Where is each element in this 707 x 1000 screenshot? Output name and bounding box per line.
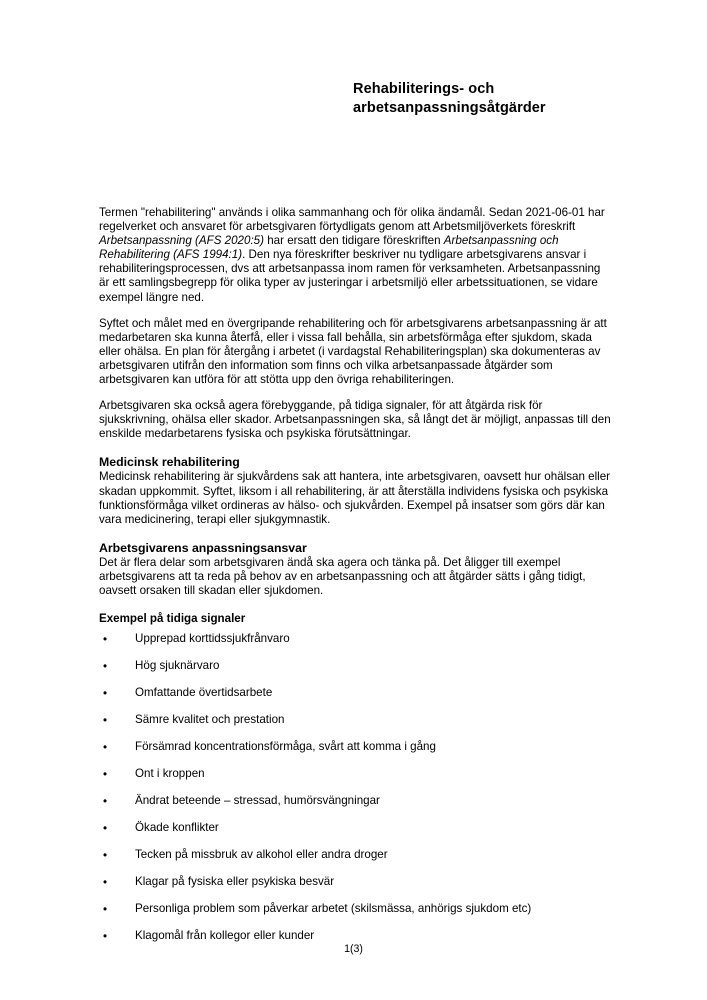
list-item-label: Försämrad koncentrationsförmåga, svårt att komma i gång [135,740,436,754]
bullet-icon: • [103,795,108,809]
section-heading-arbetsgivarens-anpassningsansvar: Arbetsgivarens anpassningsansvar [99,540,307,555]
bullet-icon: • [103,930,108,944]
page-title-line-2: arbetsanpassningsåtgärder [353,99,546,116]
intro-p1-part1: Termen "rehabilitering" används i olika sammanhang och för olika ändamål. Sedan 2021-06-01 har regelverket och ansvaret för arbetsgivaren förtydligats genom att Arbetsmiljöverkets föreskrift [99,206,605,234]
bullet-icon: • [103,741,108,755]
bullet-icon: • [103,876,108,890]
intro-paragraph-3: Arbetsgivaren ska också agera förebyggande, på tidiga signaler, för att åtgärda risk för sjukskrivning, ohälsa eller skador. Arbetsanpassningen ska, så långt det är möjligt, anpassas till den enskilde medarbetarens fysiska och psykiska förutsättningar. [99,399,611,441]
list-item [99,713,613,740]
bullet-icon: • [103,822,108,836]
bullet-icon: • [103,849,108,863]
document-body [99,206,613,956]
signal-list [99,632,613,956]
bullet-icon: • [103,903,108,917]
page-title-line-1: Rehabiliterings- och [353,81,495,97]
list-item [99,821,613,848]
list-item-label: Klagar på fysiska eller psykiska besvär [135,875,335,889]
section-heading-medicinsk-rehabilitering: Medicinsk rehabilitering [99,455,240,470]
list-item [99,848,613,875]
list-item-label: Omfattande övertidsarbete [135,686,273,700]
list-item [99,794,613,821]
regulation-reference-old: Arbetsanpassning och Rehabilitering (AFS 1994:1) [99,234,559,262]
list-item [99,686,613,713]
section-spacer-2 [99,527,613,540]
section-body-arbetsgivarens-anpassningsansvar: Det är flera delar som arbetsgivaren ändå ska agera och tänka på. Det åligger till exempel arbetsgivarens att ta reda på behov av en arbetsanpassning och att åtgärder sätts i gång tidigt, oavsett orsaken till skadan eller sjukdomen. [99,555,586,597]
list-item-label: Ont i kroppen [135,767,205,781]
section-body-medicinsk-rehabilitering: Medicinsk rehabilitering är sjukvårdens sak att hantera, inte arbetsgivaren, oavsett hur ohälsan eller skadan uppkommit. Syftet, liksom i all rehabilitering, är att återställa individens fysiska och psykiska funktionsförmåga vilket ordineras av hälso- och sjukvården. Exempel på insatser som görs där kan vara medicinering, terapi eller sjukgymnastik. [99,470,611,526]
bullet-icon: • [103,714,108,728]
bullet-icon: • [103,768,108,782]
list-item [99,659,613,686]
section-spacer-1 [99,441,613,454]
list-item [99,767,613,794]
intro-p1-part2: har ersatt den tidigare föreskriften [264,234,444,248]
regulation-reference-new: Arbetsanpassning (AFS 2020:5) [99,234,264,248]
list-item [99,902,613,929]
bullet-icon: • [103,687,108,701]
bullet-icon: • [103,633,108,647]
list-item-label: Ändrat beteende – stressad, humörsvängningar [135,794,380,808]
list-item [99,740,613,767]
intro-paragraph-1 [99,206,613,305]
list-heading-tidiga-signaler: Exempel på tidiga signaler [99,612,246,626]
list-item-label: Ökade konflikter [135,821,219,835]
list-item [99,632,613,659]
page-title [353,80,653,117]
list-item-label: Sämre kvalitet och prestation [135,713,285,727]
section-spacer-3 [99,598,613,611]
bullet-icon: • [103,660,108,674]
intro-paragraph-2: Syftet och målet med en övergripande rehabilitering och för arbetsgivarens arbetsanpassning är att medarbetaren ska kunna återfå, eller i vissa fall behålla, sin arbetsförmåga efter sjukdom, skada eller ohälsa. En plan för återgång i arbetet (i vardagstal Rehabiliteringsplan) ska dokumenteras av arbetsgivaren utifrån den information som finns och vilka arbetsanpassade åtgärder som arbetsgivaren kan utföra för att stötta upp den övriga rehabiliteringen. [99,316,607,387]
list-item-label: Hög sjuknärvaro [135,659,220,673]
list-item-label: Upprepad korttidssjukfrånvaro [135,632,290,646]
intro-p1-part3: . Den nya föreskrifter beskriver nu tydligare arbetsgivarens ansvar i rehabiliteringsprocessen, dvs att arbetsanpassa inom ramen för verksamheten. Arbetsanpassning är ett samlingsbegrepp för olika typer av justeringar i arbetsmiljö eller arbetssituationen, se vidare exempel längre ned. [99,248,601,304]
list-item-label: Klagomål från kollegor eller kunder [135,929,315,943]
list-item-label: Personliga problem som påverkar arbetet (skilsmässa, anhörigs sjukdom etc) [135,902,532,916]
footer-page-number: 1(3) [344,943,363,955]
list-item [99,875,613,902]
list-item-label: Tecken på missbruk av alkohol eller andra droger [135,848,388,862]
